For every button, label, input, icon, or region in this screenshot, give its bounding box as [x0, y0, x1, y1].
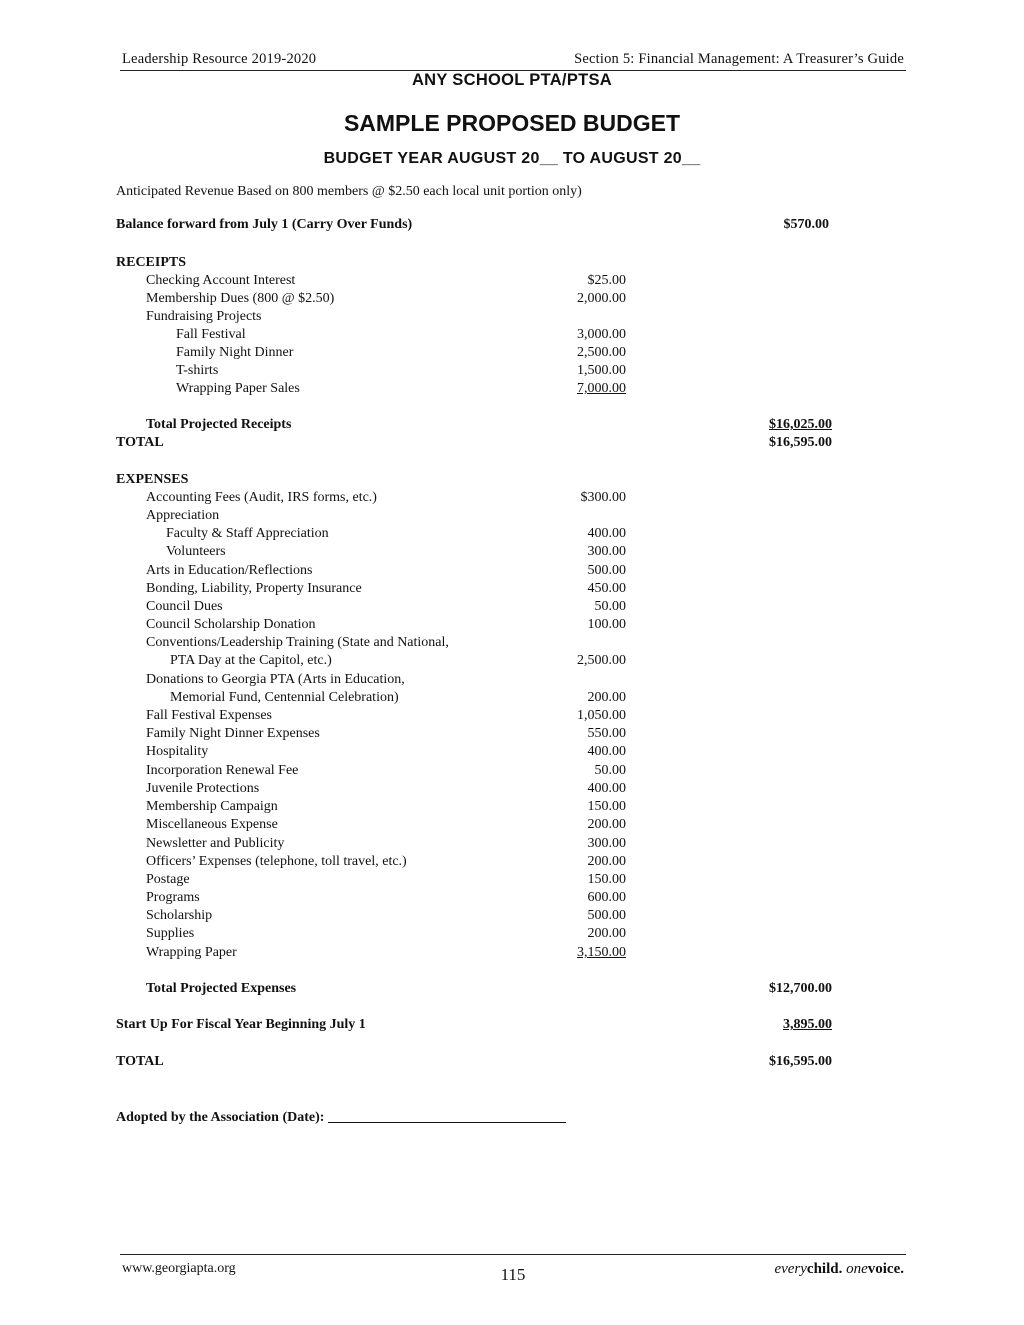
- table-row: [0, 598, 1024, 616]
- expense-label: Memorial Fund, Centennial Celebration): [170, 690, 399, 705]
- table-row: [0, 543, 1024, 561]
- total-expenses-row: [0, 980, 1024, 998]
- table-row: [0, 652, 1024, 670]
- expense-label: Programs: [146, 890, 200, 905]
- receipt-label: Fall Festival: [176, 327, 246, 342]
- start-up-value: 3,895.00: [783, 1017, 832, 1032]
- table-row: [0, 871, 1024, 889]
- tagline-one: one: [846, 1261, 868, 1277]
- org-name: ANY SCHOOL PTA/PTSA: [411, 71, 613, 89]
- table-row: [0, 725, 1024, 743]
- tagline-every: every: [774, 1261, 807, 1277]
- receipt-label: Family Night Dinner: [176, 345, 294, 360]
- expense-amount: 150.00: [587, 799, 626, 814]
- expense-amount: $300.00: [580, 490, 626, 505]
- table-row: [0, 308, 1024, 326]
- expense-label: Miscellaneous Expense: [146, 817, 278, 832]
- adopted-label: Adopted by the Association (Date):: [116, 1110, 325, 1125]
- expense-amount: 200.00: [587, 926, 626, 941]
- table-row: [0, 853, 1024, 871]
- header-left-text: Leadership Resource 2019-2020: [122, 51, 317, 67]
- expense-amount: 50.00: [594, 763, 626, 778]
- table-row: [0, 380, 1024, 398]
- expense-amount: 200.00: [587, 690, 626, 705]
- expense-label: Wrapping Paper: [146, 945, 237, 960]
- header-right-text: Section 5: Financial Management: A Treasurer’s Guide: [574, 51, 904, 67]
- expense-amount: 300.00: [587, 836, 626, 851]
- balance-forward-row: [0, 216, 1024, 234]
- expense-amount: 500.00: [587, 908, 626, 923]
- expense-amount: 300.00: [587, 544, 626, 559]
- expense-amount: 100.00: [587, 617, 626, 632]
- expense-label: Family Night Dinner Expenses: [146, 726, 320, 741]
- total-receipts-row: [0, 416, 1024, 434]
- expense-amount: 600.00: [587, 890, 626, 905]
- table-row: [0, 489, 1024, 507]
- footer-tagline: [774, 1261, 904, 1278]
- table-row: [0, 634, 1024, 652]
- table-row: [0, 362, 1024, 380]
- table-row: [0, 272, 1024, 290]
- budget-year-subtitle: BUDGET YEAR AUGUST 20__ TO AUGUST 20__: [323, 150, 701, 167]
- table-row: [0, 798, 1024, 816]
- final-total-row: [0, 1053, 1024, 1071]
- final-total-label: TOTAL: [116, 1054, 164, 1069]
- table-row: [0, 344, 1024, 362]
- expenses-heading: EXPENSES: [116, 472, 189, 487]
- receipt-label: Checking Account Interest: [146, 273, 296, 288]
- table-row: [0, 689, 1024, 707]
- expense-label: Newsletter and Publicity: [146, 836, 285, 851]
- expense-amount: 400.00: [587, 744, 626, 759]
- expense-label: Council Scholarship Donation: [146, 617, 316, 632]
- footer-website: www.georgiapta.org: [122, 1261, 236, 1276]
- table-row: [0, 707, 1024, 725]
- expense-label: Volunteers: [166, 544, 226, 559]
- total-expenses-label: Total Projected Expenses: [146, 981, 297, 996]
- expense-label: Faculty & Staff Appreciation: [166, 526, 329, 541]
- expense-label: Juvenile Protections: [146, 781, 260, 796]
- revenue-note: Anticipated Revenue Based on 800 members @ $2.50 each local unit portion only): [116, 184, 582, 199]
- expense-label: PTA Day at the Capitol, etc.): [170, 653, 332, 668]
- table-row: [0, 889, 1024, 907]
- page-footer: [120, 1254, 906, 1295]
- page-number: 115: [500, 1265, 526, 1284]
- expense-amount: 200.00: [587, 817, 626, 832]
- start-up-label: Start Up For Fiscal Year Beginning July 1: [116, 1017, 366, 1032]
- receipt-amount: 1,500.00: [577, 363, 626, 378]
- receipts-grand-total-value: $16,595.00: [769, 435, 832, 450]
- final-total-value: $16,595.00: [769, 1054, 832, 1069]
- receipts-grand-total-row: [0, 434, 1024, 452]
- expense-label: Hospitality: [146, 744, 209, 759]
- receipt-label: Membership Dues (800 @ $2.50): [146, 291, 335, 306]
- table-row: [0, 762, 1024, 780]
- adopted-date-line: [116, 1108, 566, 1126]
- receipts-grand-total-label: TOTAL: [116, 435, 164, 450]
- expenses-heading-row: [0, 471, 1024, 489]
- receipt-amount: 2,500.00: [577, 345, 626, 360]
- receipt-label: Wrapping Paper Sales: [176, 381, 300, 396]
- table-row: [0, 671, 1024, 689]
- expense-amount: 400.00: [587, 781, 626, 796]
- expense-label: Council Dues: [146, 599, 223, 614]
- expense-label: Membership Campaign: [146, 799, 278, 814]
- expense-label: Incorporation Renewal Fee: [146, 763, 299, 778]
- total-receipts-label: Total Projected Receipts: [146, 417, 292, 432]
- expense-amount: 2,500.00: [577, 653, 626, 668]
- receipt-amount: 7,000.00: [577, 381, 626, 396]
- table-row: [0, 562, 1024, 580]
- expense-label: Scholarship: [146, 908, 213, 923]
- tagline-child: child.: [806, 1261, 843, 1277]
- expense-label: Accounting Fees (Audit, IRS forms, etc.): [146, 490, 377, 505]
- table-row: [0, 743, 1024, 761]
- receipts-heading: RECEIPTS: [116, 255, 187, 270]
- table-row: [0, 925, 1024, 943]
- expense-amount: 200.00: [587, 854, 626, 869]
- table-row: [0, 944, 1024, 962]
- total-receipts-value: $16,025.00: [769, 417, 832, 432]
- expense-amount: 50.00: [594, 599, 626, 614]
- expense-amount: 150.00: [587, 872, 626, 887]
- expense-label: Supplies: [146, 926, 195, 941]
- table-row: [0, 525, 1024, 543]
- expense-label: Donations to Georgia PTA (Arts in Education,: [146, 672, 405, 687]
- expense-amount: 550.00: [587, 726, 626, 741]
- receipt-amount: 2,000.00: [577, 291, 626, 306]
- expense-amount: 400.00: [587, 526, 626, 541]
- table-row: [0, 816, 1024, 834]
- page-title: SAMPLE PROPOSED BUDGET: [343, 110, 681, 136]
- balance-forward-total: $570.00: [783, 217, 829, 232]
- page-header: [120, 50, 906, 71]
- receipt-label: T-shirts: [176, 363, 219, 378]
- expense-label: Arts in Education/Reflections: [146, 563, 313, 578]
- expense-label: Fall Festival Expenses: [146, 708, 272, 723]
- expense-amount: 3,150.00: [577, 945, 626, 960]
- start-up-row: [0, 1016, 1024, 1034]
- table-row: [0, 616, 1024, 634]
- expense-label: Appreciation: [146, 508, 220, 523]
- table-row: [0, 580, 1024, 598]
- expense-amount: 450.00: [587, 581, 626, 596]
- receipts-heading-row: [0, 254, 1024, 272]
- table-row: [0, 290, 1024, 308]
- table-row: [0, 507, 1024, 525]
- table-row: [0, 326, 1024, 344]
- expense-label: Bonding, Liability, Property Insurance: [146, 581, 362, 596]
- date-blank-line: [328, 1108, 566, 1123]
- table-row: [0, 780, 1024, 798]
- tagline-voice: voice.: [867, 1261, 904, 1277]
- table-row: [0, 835, 1024, 853]
- receipt-amount: 3,000.00: [577, 327, 626, 342]
- expense-label: Officers’ Expenses (telephone, toll travel, etc.): [146, 854, 407, 869]
- expense-amount: 1,050.00: [577, 708, 626, 723]
- expense-label: Postage: [146, 872, 190, 887]
- receipt-amount: $25.00: [587, 273, 626, 288]
- table-row: [0, 907, 1024, 925]
- receipt-label: Fundraising Projects: [146, 309, 262, 324]
- expense-label: Conventions/Leadership Training (State and National,: [146, 635, 449, 650]
- total-expenses-value: $12,700.00: [769, 981, 832, 996]
- expense-amount: 500.00: [587, 563, 626, 578]
- balance-forward-label: Balance forward from July 1 (Carry Over Funds): [116, 217, 413, 232]
